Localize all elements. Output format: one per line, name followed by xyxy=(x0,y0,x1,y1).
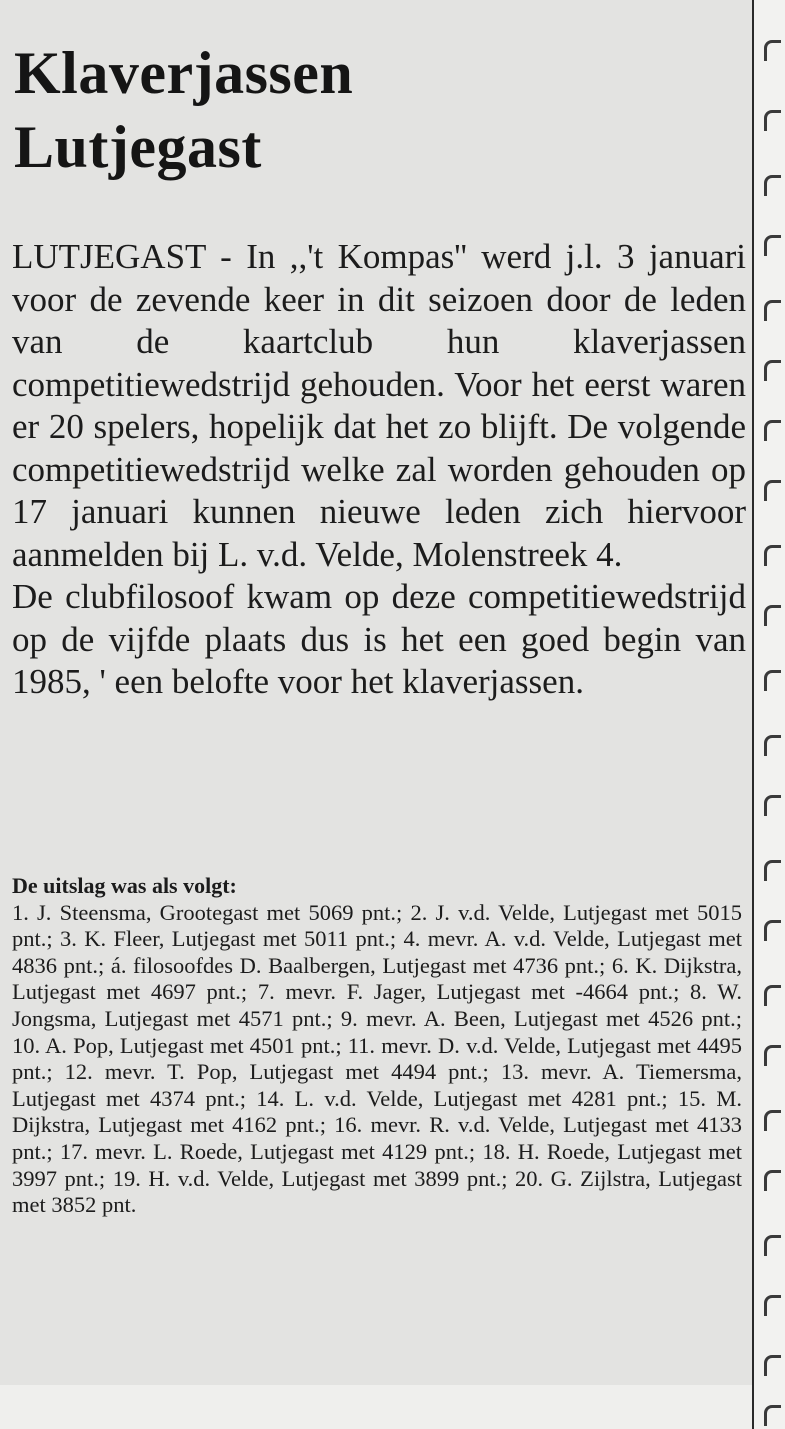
edge-fragment xyxy=(764,360,781,381)
page-margin xyxy=(0,1385,752,1429)
edge-fragment xyxy=(764,110,781,131)
article-title xyxy=(14,36,353,184)
edge-fragment xyxy=(764,40,781,61)
results-section xyxy=(12,873,742,1219)
edge-fragment xyxy=(764,235,781,256)
article-paragraph-1: LUTJEGAST - In ,,'t Kompas'' werd j.l. 3 januari voor de zevende keer in dit seizoen door de leden van de kaartclub hun klaverjassen competitiewedstrijd gehouden. Voor het eerst waren er 20 spelers, hopelijk dat het zo blijft. De volgende competitiewedstrijd welke zal worden gehouden op 17 januari kunnen nieuwe leden zich hiervoor aanmelden bij L. v.d. Velde, Molenstreek 4. xyxy=(12,237,746,574)
edge-fragment xyxy=(764,920,781,941)
edge-fragment xyxy=(764,545,781,566)
edge-fragment xyxy=(764,985,781,1006)
edge-fragment xyxy=(764,480,781,501)
edge-fragment xyxy=(764,1235,781,1256)
edge-fragment xyxy=(764,1295,781,1316)
edge-fragment xyxy=(764,735,781,756)
title-line-2: Lutjegast xyxy=(14,114,262,180)
article-paragraph-2: De clubfilosoof kwam op deze competitiewedstrijd op de vijfde plaats dus is het een goed begin van 1985, ' een belofte voor het klaverjassen. xyxy=(12,577,746,701)
edge-fragment xyxy=(764,1045,781,1066)
edge-fragment xyxy=(764,1405,781,1426)
edge-fragment xyxy=(764,670,781,691)
edge-fragment xyxy=(764,300,781,321)
edge-fragment xyxy=(764,1110,781,1131)
article-body xyxy=(12,236,746,704)
adjacent-page-edge xyxy=(752,0,785,1429)
results-heading: De uitslag was als volgt: xyxy=(12,873,237,898)
edge-fragment xyxy=(764,1355,781,1376)
edge-fragment xyxy=(764,1170,781,1191)
results-list: 1. J. Steensma, Grootegast met 5069 pnt.; 2. J. v.d. Velde, Lutjegast met 5015 pnt.; 3. K. Fleer, Lutjegast met 5011 pnt.; 4. mevr. A. v.d. Velde, Lutjegast met 4836 pnt.; á. filosoofdes D. Baalbergen, Lutjegast met 4736 pnt.; 6. K. Dijkstra, Lutjegast met 4697 pnt.; 7. mevr. F. Jager, Lutjegast met -4664 pnt.; 8. W. Jongsma, Lutjegast met 4571 pnt.; 9. mevr. A. Been, Lutjegast met 4526 pnt.; 10. A. Pop, Lutjegast met 4501 pnt.; 11. mevr. D. v.d. Velde, Lutjegast met 4495 pnt.; 12. mevr. T. Pop, Lutjegast met 4494 pnt.; 13. mevr. A. Tiemersma, Lutjegast met 4374 pnt.; 14. L. v.d. Velde, Lutjegast met 4281 pnt.; 15. M. Dijkstra, Lutjegast met 4162 pnt.; 16. mevr. R. v.d. Velde, Lutjegast met 4133 pnt.; 17. mevr. L. Roede, Lutjegast met 4129 pnt.; 18. H. Roede, Lutjegast met 3997 pnt.; 19. H. v.d. Velde, Lutjegast met 3899 pnt.; 20. G. Zijlstra, Lutjegast met 3852 pnt. xyxy=(12,899,742,1218)
title-line-1: Klaverjassen xyxy=(14,40,354,106)
edge-fragment xyxy=(764,175,781,196)
edge-fragment xyxy=(764,605,781,626)
edge-fragment xyxy=(764,795,781,816)
edge-fragment xyxy=(764,860,781,881)
edge-fragment xyxy=(764,420,781,441)
